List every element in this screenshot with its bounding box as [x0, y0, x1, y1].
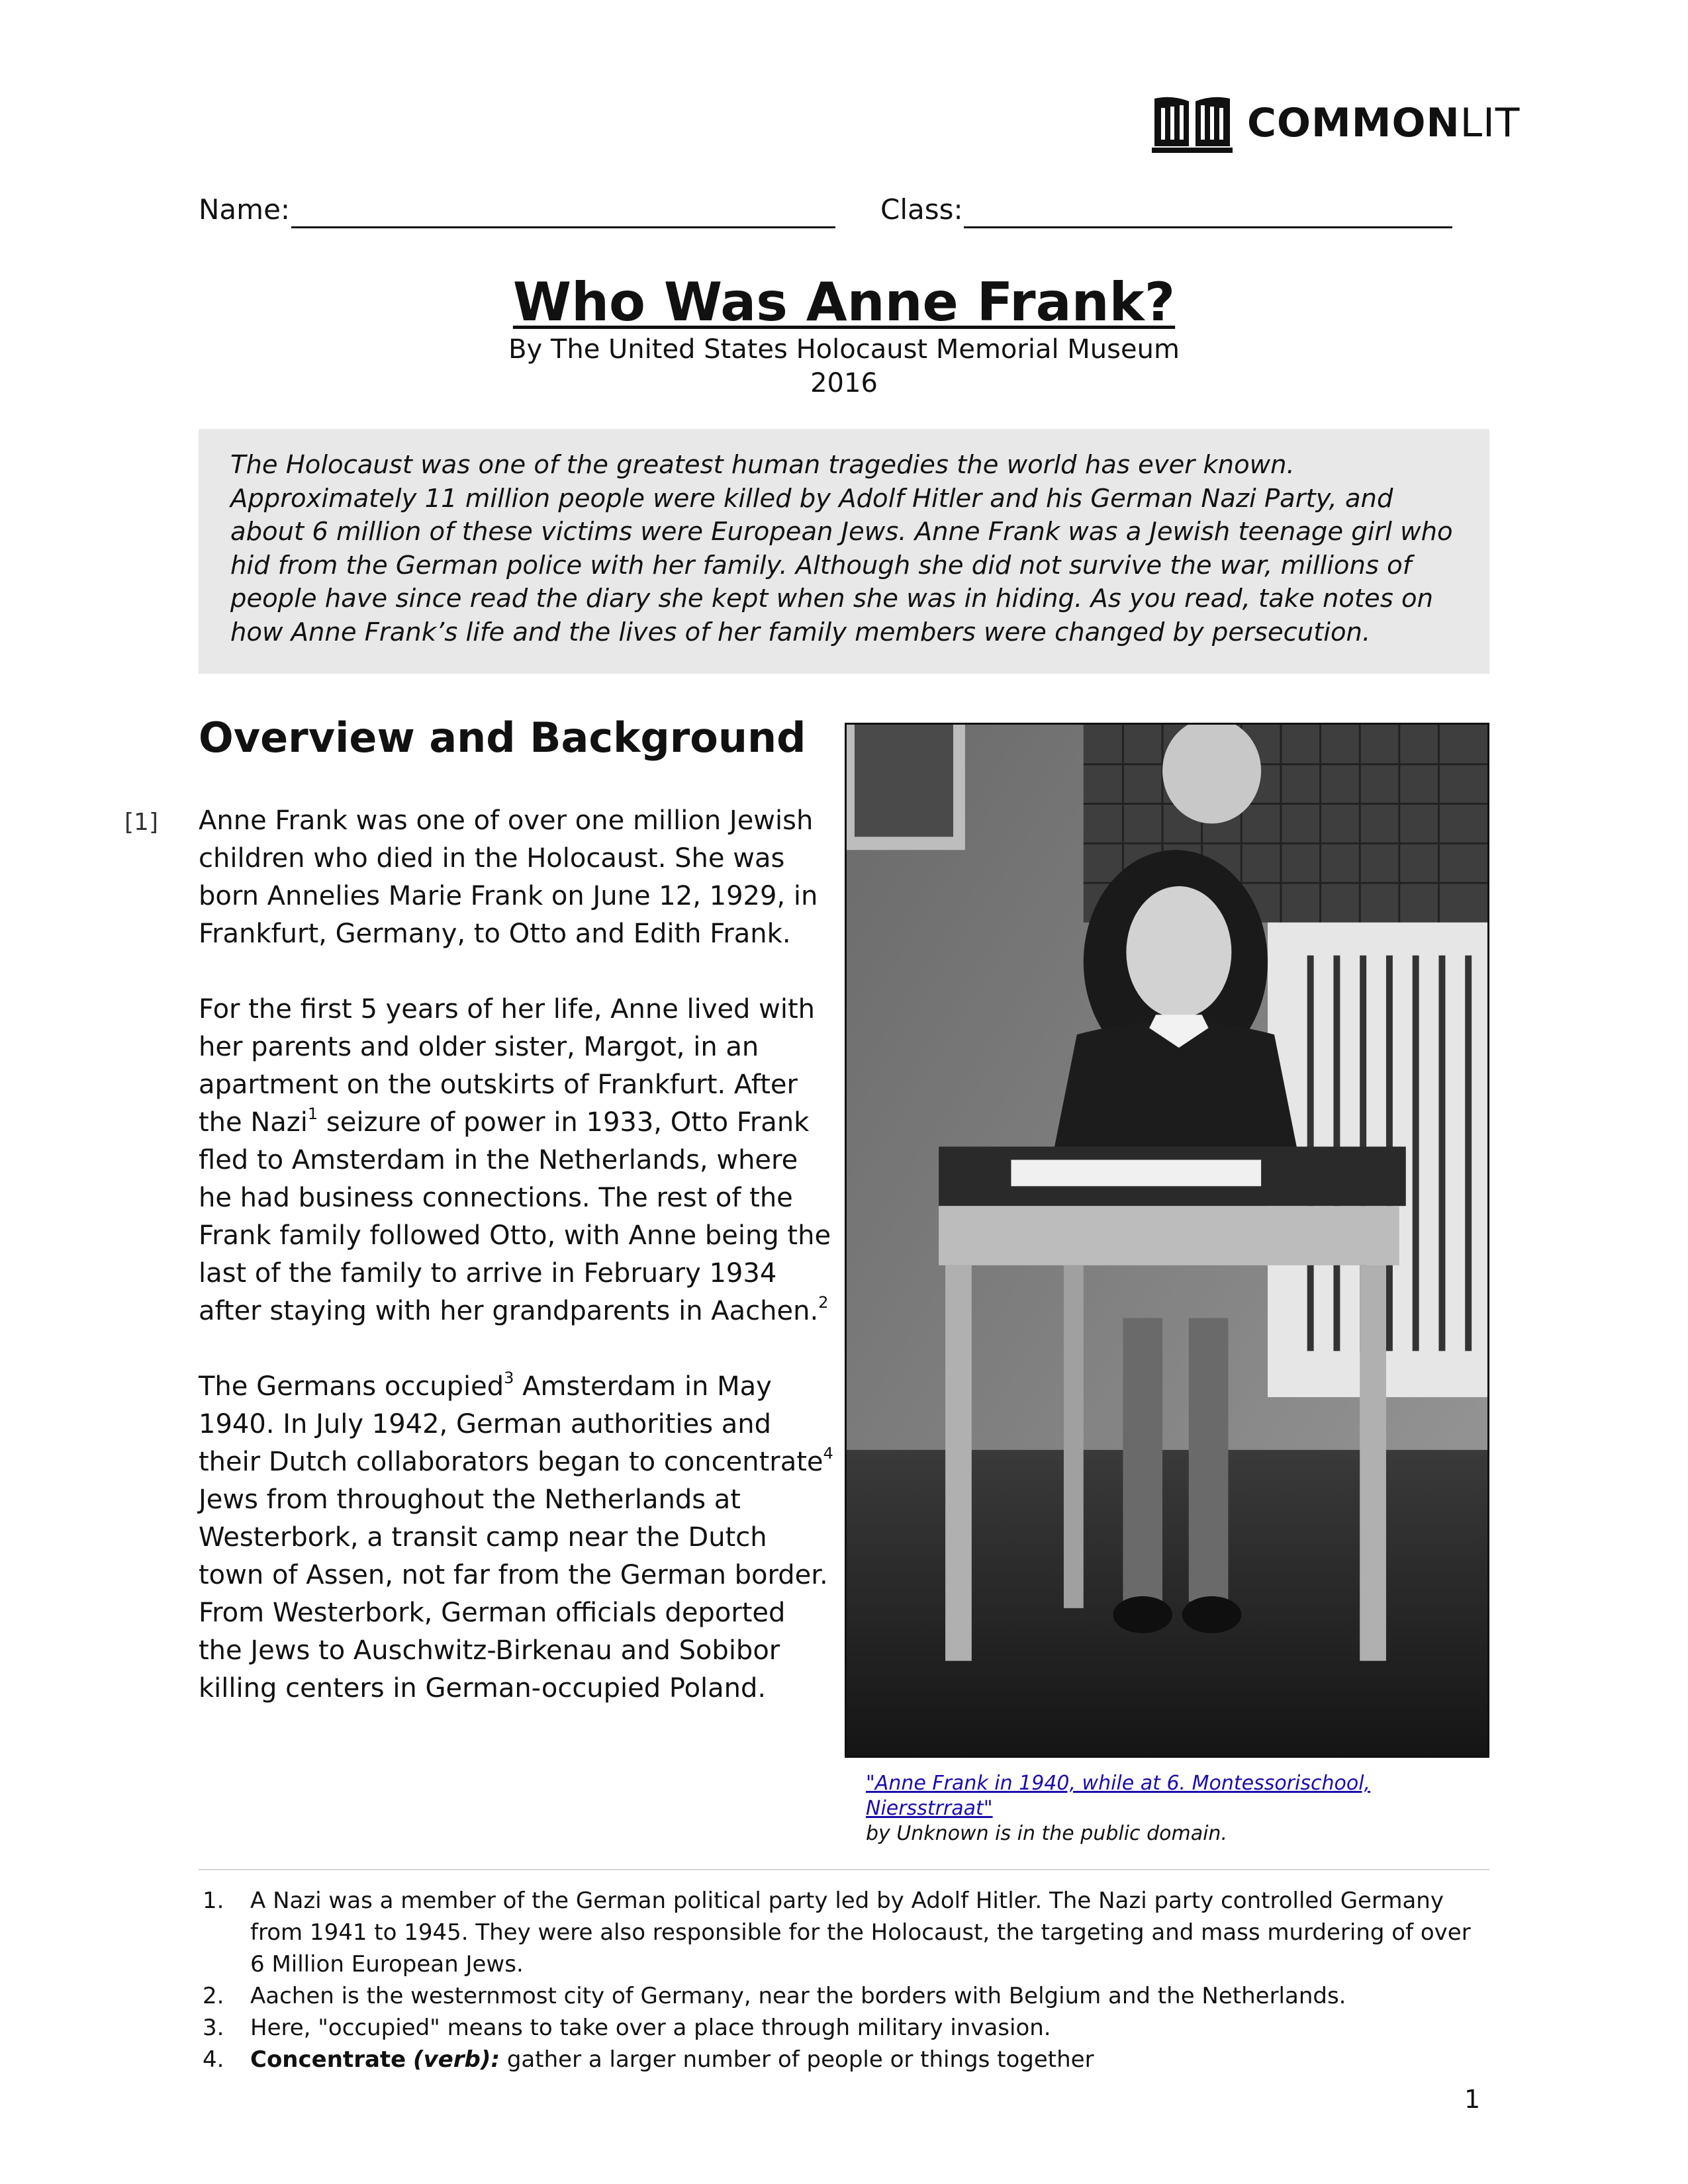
section-heading: Overview and Background: [199, 713, 806, 762]
anne-frank-photo: [845, 723, 1489, 1758]
photo-credit: by Unknown is in the public domain.: [866, 1822, 1227, 1845]
page-number: 1: [1464, 2085, 1481, 2114]
body-paragraph-2: For the first 5 years of her life, Anne lived with her parents and older sister, Margot, in an apartment on the outskirts of Frankfurt. After the Nazi$^1$ seizure of power in 1933, Otto Frank fled to Amsterdam in the Netherlands, where he had business connections. The rest of the Frank family followed Otto, with Anne being the last of the family to arrive in February 1934 after staying with her grandparents in Aachen.$^2$: [199, 994, 831, 1326]
footnote-3: 3. Here, "occupied" means to take over a place through military invasion.: [203, 2015, 1051, 2041]
publication-year: 2016: [810, 368, 878, 398]
photo-caption: [866, 1771, 1501, 1846]
logo-wordmark: COMMONLIT: [1247, 100, 1521, 146]
footnote-divider: [199, 1869, 1489, 1870]
body-paragraph-3: The Germans occupied$^3$ Amsterdam in May 1940. In July 1942, German authorities and their Dutch collaborators began to concentrate$^4$ Jews from throughout the Netherlands at Westerbork, a transit camp near the Dutch town of Assen, not far from the German border. From Westerbork, German officials deported the Jews to Auschwitz-Birkenau and Sobibor killing centers in German-occupied Poland.: [199, 1368, 833, 1704]
name-label: Name:: [199, 193, 291, 226]
footnote-ref-1[interactable]: 1: [307, 1104, 318, 1123]
intro-text: The Holocaust was one of the greatest human tragedies the world has ever known. Approximately 11 million people were killed by Adolf Hitler and his German Nazi Party, and about 6 million of these victims were European Jews. Anne Frank was a Jewish teenage girl who hid from the German police with her family. Although she did not survive the war, millions of people have since read the diary she kept when she was in hiding. As you read, take notes on how Anne Frank’s life and the lives of her family members were changed by persecution.: [230, 450, 1453, 647]
footnote-ref-4[interactable]: 4: [823, 1443, 833, 1463]
byline: By The United States Holocaust Memorial Museum: [508, 334, 1180, 365]
class-label: Class:: [880, 193, 963, 226]
page-title: Who Was Anne Frank?: [512, 271, 1176, 333]
body-paragraph-1: Anne Frank was one of over one million Jewish children who died in the Holocaust. She was born Annelies Marie Frank on June 12, 1929, in Frankfurt, Germany, to Otto and Edith Frank.: [199, 805, 818, 949]
paragraph-number: [1]: [124, 809, 158, 836]
footnote-4: 4. Concentrate (verb): gather a larger number of people or things together: [203, 2046, 1094, 2073]
footnote-1: 1. A Nazi was a member of the German political party led by Adolf Hitler. The Nazi party controlled Germany from 1941 to 1945. They were also responsible for the Holocaust, the targeting and mass murdering of over 6 Million European Jews.: [203, 1888, 1471, 1978]
body-column: [199, 802, 834, 1745]
intro-box: [199, 429, 1489, 674]
photo-illustration: [847, 725, 1487, 1756]
footnote-ref-3[interactable]: 3: [504, 1368, 514, 1387]
name-field[interactable]: [291, 226, 835, 228]
open-book-icon: [1152, 92, 1233, 154]
class-field[interactable]: [964, 226, 1452, 228]
commonlit-logo: [1152, 90, 1520, 156]
footnotes-list: [199, 1885, 1489, 2075]
photo-source-link[interactable]: "Anne Frank in 1940, while at 6. Montessorischool, Niersstrraat": [866, 1772, 1371, 1820]
footnote-2: 2. Aachen is the westernmost city of Germany, near the borders with Belgium and the Netherlands.: [203, 1983, 1346, 2009]
footnote-ref-2[interactable]: 2: [818, 1293, 829, 1312]
